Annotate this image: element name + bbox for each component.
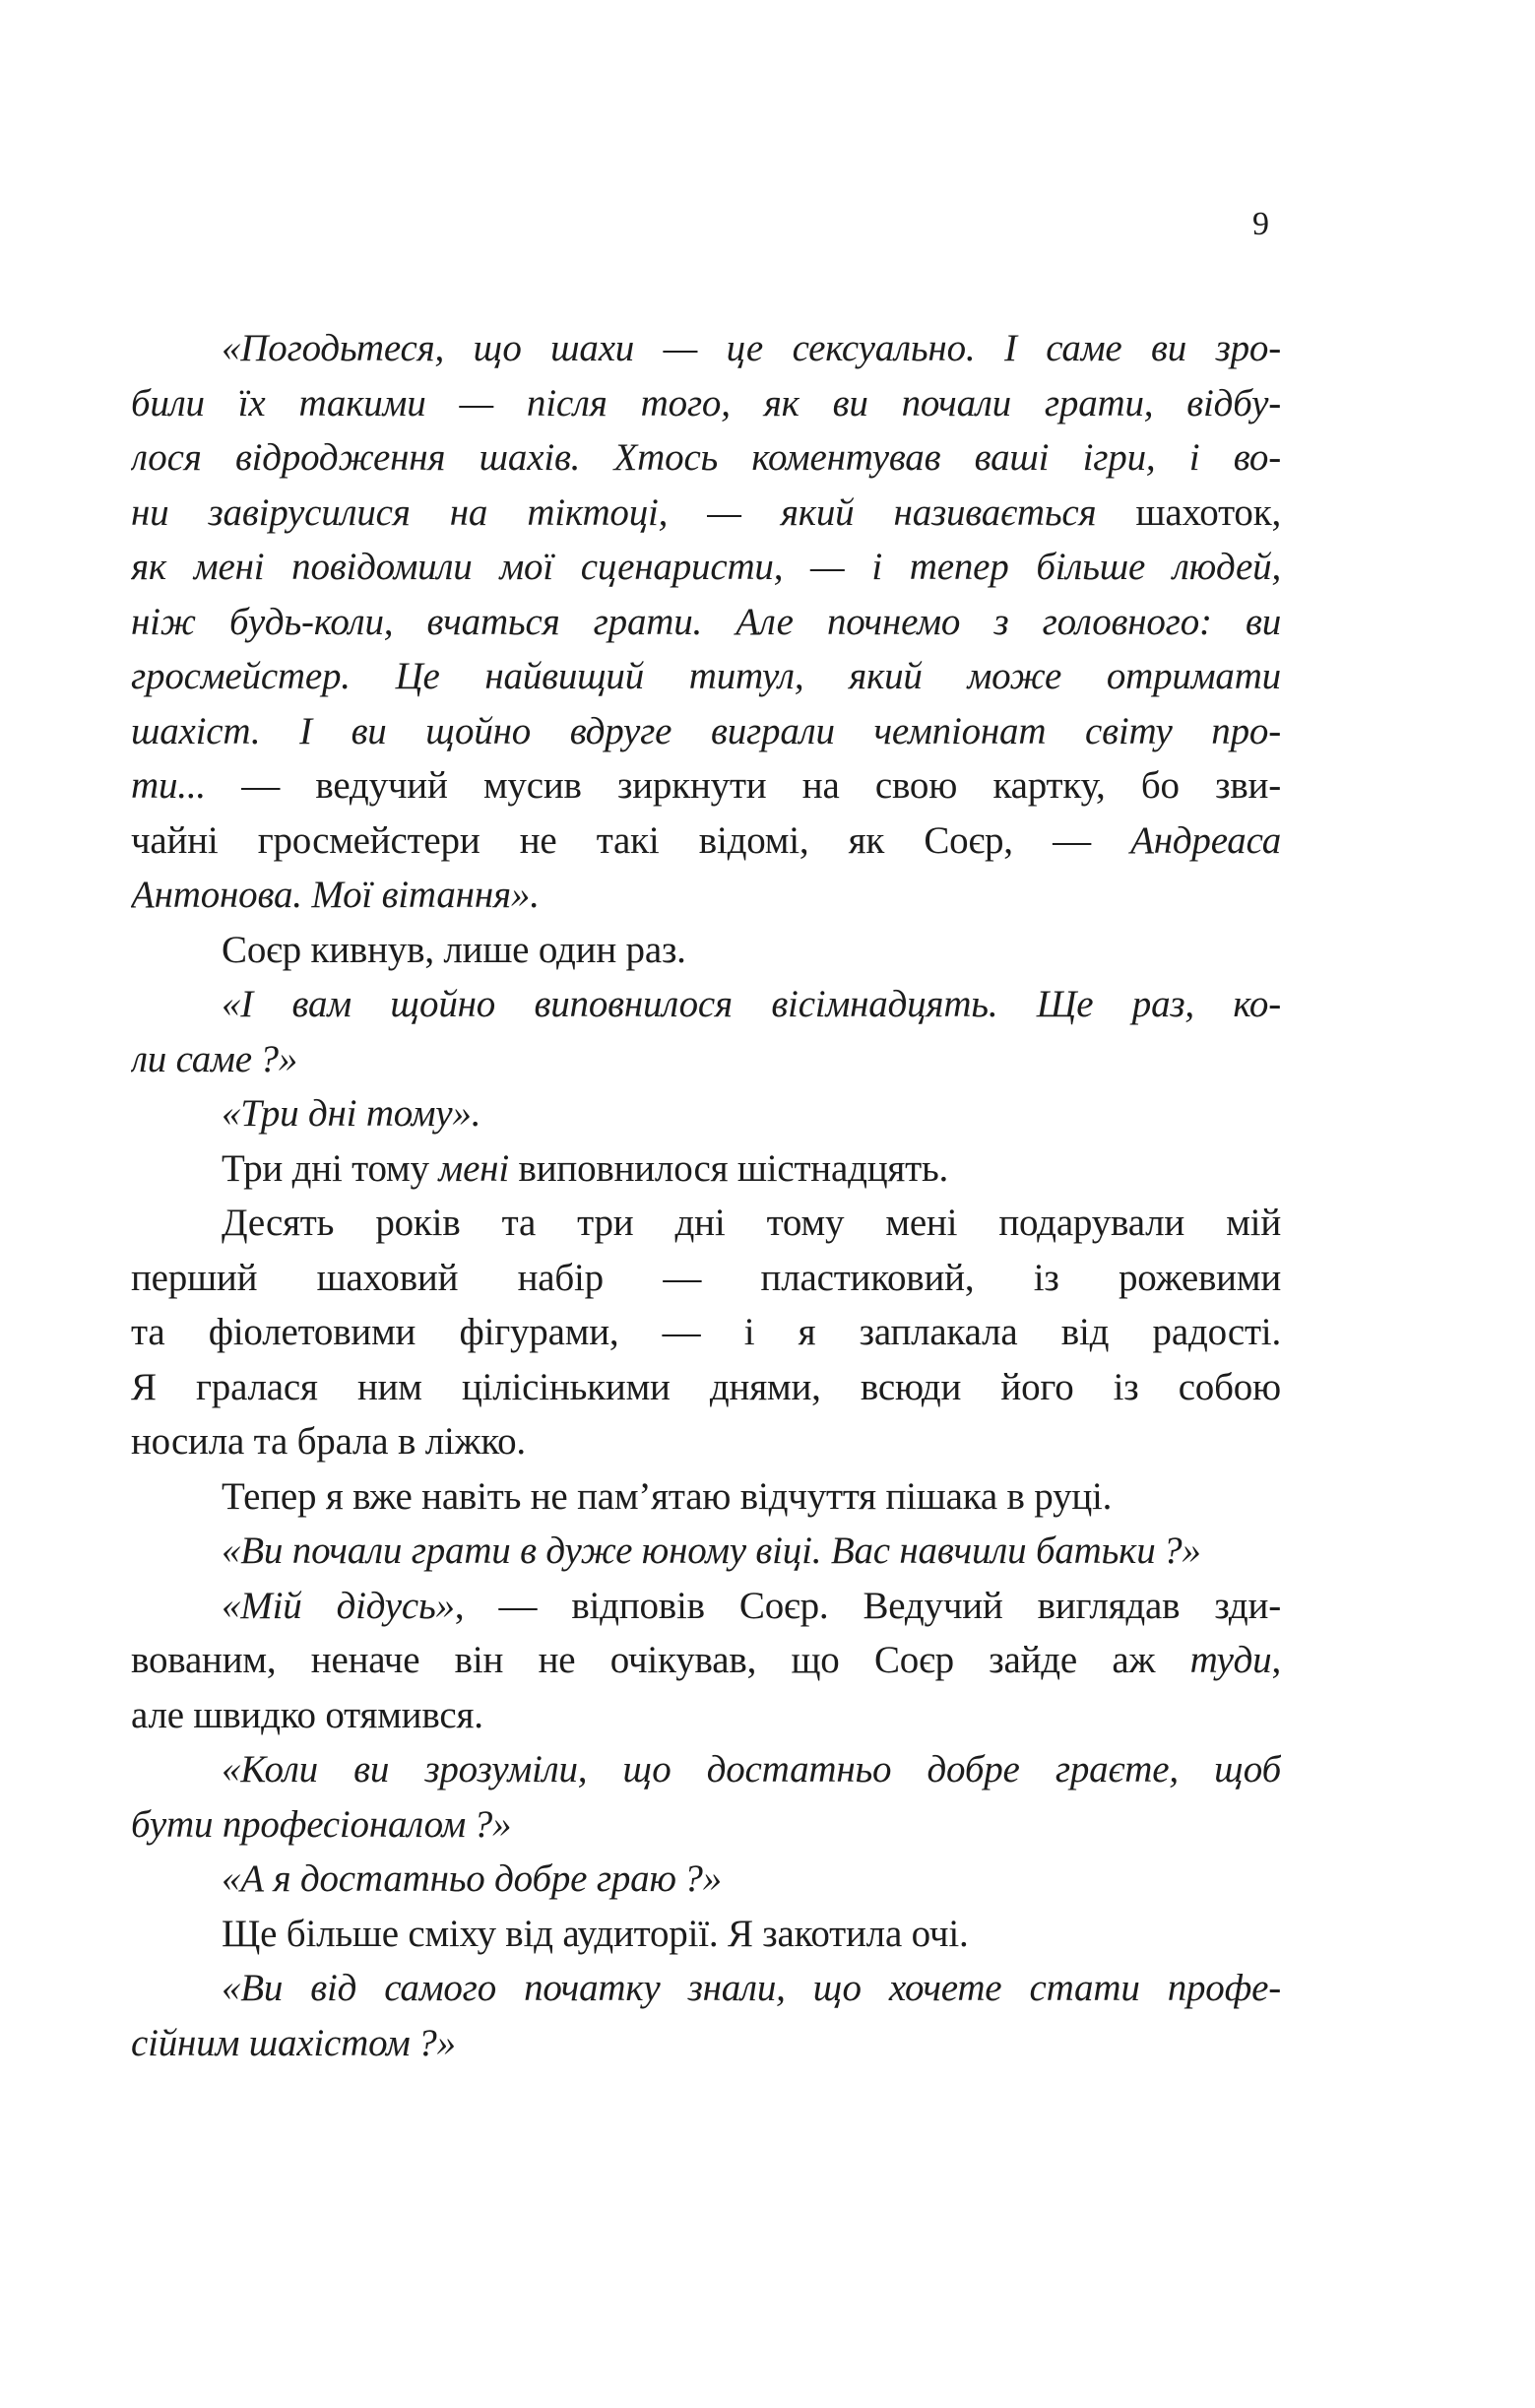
text-run: туди [1189,1639,1272,1681]
text-run: , [1271,1639,1281,1681]
text-run: сійним шахістом ?» [131,2021,456,2064]
text-line [131,1579,1281,1634]
text-run: «І вам щойно виповнилося вісімнадцять. Ще раз, ко- [222,983,1281,1025]
page-text [131,321,1281,2070]
text-run: та фіолетовими фігурами, — і я заплакала від радості. [131,1311,1281,1353]
text-line [131,321,1281,376]
text-run: виповнилося шістнадцять. [508,1146,949,1190]
text-run: лося відродження шахів. Хтось коментував ваші ігри, і во- [131,436,1281,479]
paragraph [131,1907,1281,1962]
text-run: мені [438,1146,509,1190]
text-run: «Погодьтеся, що шахи — це сексуально. І саме ви зро- [222,327,1281,369]
paragraph [131,321,1281,923]
text-line [131,1852,1281,1907]
text-run: ніж будь-коли, вчаться грати. Але почнемо з головного: ви [131,600,1281,643]
text-line [131,758,1281,814]
text-run: Антонова. Мої вітання». [131,874,540,916]
text-line [131,376,1281,431]
text-line [131,1305,1281,1360]
paragraph [131,1086,1281,1141]
text-run: перший шаховий набір — пластиковий, із рожевими [131,1256,1281,1299]
text-line [131,595,1281,650]
text-line [131,1251,1281,1306]
text-line [131,1141,1281,1197]
paragraph [131,1742,1281,1852]
text-run: шахоток, [1135,490,1281,534]
text-run: «Три дні тому». [222,1092,481,1135]
paragraph [131,1579,1281,1743]
text-run: вованим, неначе він не очікував, що Соєр зайде аж [131,1639,1190,1681]
text-run: але швидко отямився. [131,1693,483,1736]
paragraph [131,1524,1281,1579]
text-line [131,977,1281,1032]
text-line [131,486,1281,541]
text-run: , — відповів Соєр. Ведучий виглядав зди- [454,1584,1281,1627]
text-run: Соєр кивнув, лише один раз. [222,928,686,971]
text-line [131,649,1281,704]
text-run: Андреаса [1130,818,1281,862]
text-run: гросмейстер. Це найвищий титул, який може отримати [131,655,1281,697]
text-line [131,704,1281,759]
paragraph [131,977,1281,1086]
text-run: «Ви від самого початку знали, що хочете стати профе- [222,1967,1281,2009]
paragraph [131,1141,1281,1197]
text-run: Тепер я вже навіть не пам’ятаю відчуття пішака в руці. [222,1474,1113,1518]
text-line [131,1742,1281,1797]
text-run: «Коли ви зрозуміли, що достатньо добре граєте, щоб [222,1748,1281,1790]
page-number: 9 [1252,206,1270,242]
text-run: — ведучий мусив зиркнути на свою картку, бо зви- [241,764,1281,807]
text-run: ти... [131,764,242,807]
text-line [131,923,1281,978]
paragraph [131,1852,1281,1907]
paragraph [131,1196,1281,1469]
text-line [131,1797,1281,1853]
text-run: ни завірусилися на тіктоці, — який називається [131,490,1136,534]
paragraph [131,1469,1281,1525]
text-line [131,868,1281,923]
text-line [131,540,1281,595]
text-run: «Мій дідусь» [222,1584,455,1627]
text-run: як мені повідомили мої сценаристи, — і тепер більше людей, [131,546,1281,588]
text-line [131,1032,1281,1087]
text-line [131,1524,1281,1579]
text-line [131,1414,1281,1469]
text-line [131,430,1281,486]
text-line [131,1196,1281,1251]
text-run: Ще більше сміху від аудиторії. Я закотила очі. [222,1912,969,1955]
text-run: били їх такими — після того, як ви почали грати, відбу- [131,381,1281,424]
text-run: бути професіоналом ?» [131,1802,512,1846]
text-line [131,1907,1281,1962]
text-run: Три дні тому [222,1146,439,1190]
text-line [131,1469,1281,1525]
text-run: чайні гросмейстери не такі відомі, як Соєр, — [131,818,1131,862]
text-line [131,1633,1281,1688]
text-line [131,2016,1281,2071]
text-line [131,1360,1281,1415]
text-run: Я гралася ним цілісінькими днями, всюди його із собою [131,1365,1281,1408]
text-run: «Ви почали грати в дуже юному віці. Вас навчили батьки ?» [222,1529,1201,1572]
text-line [131,814,1281,869]
text-run: шахіст. І ви щойно вдруге виграли чемпіонат світу про- [131,709,1281,752]
text-line [131,1688,1281,1743]
text-run: ли саме ?» [131,1037,298,1080]
text-line [131,1961,1281,2016]
paragraph [131,923,1281,978]
text-run: «А я достатньо добре граю ?» [222,1857,722,1900]
text-line [131,1086,1281,1141]
text-run: Десять років та три дні тому мені подарували мій [222,1202,1281,1244]
text-run: носила та брала в ліжко. [131,1420,526,1463]
paragraph [131,1961,1281,2070]
